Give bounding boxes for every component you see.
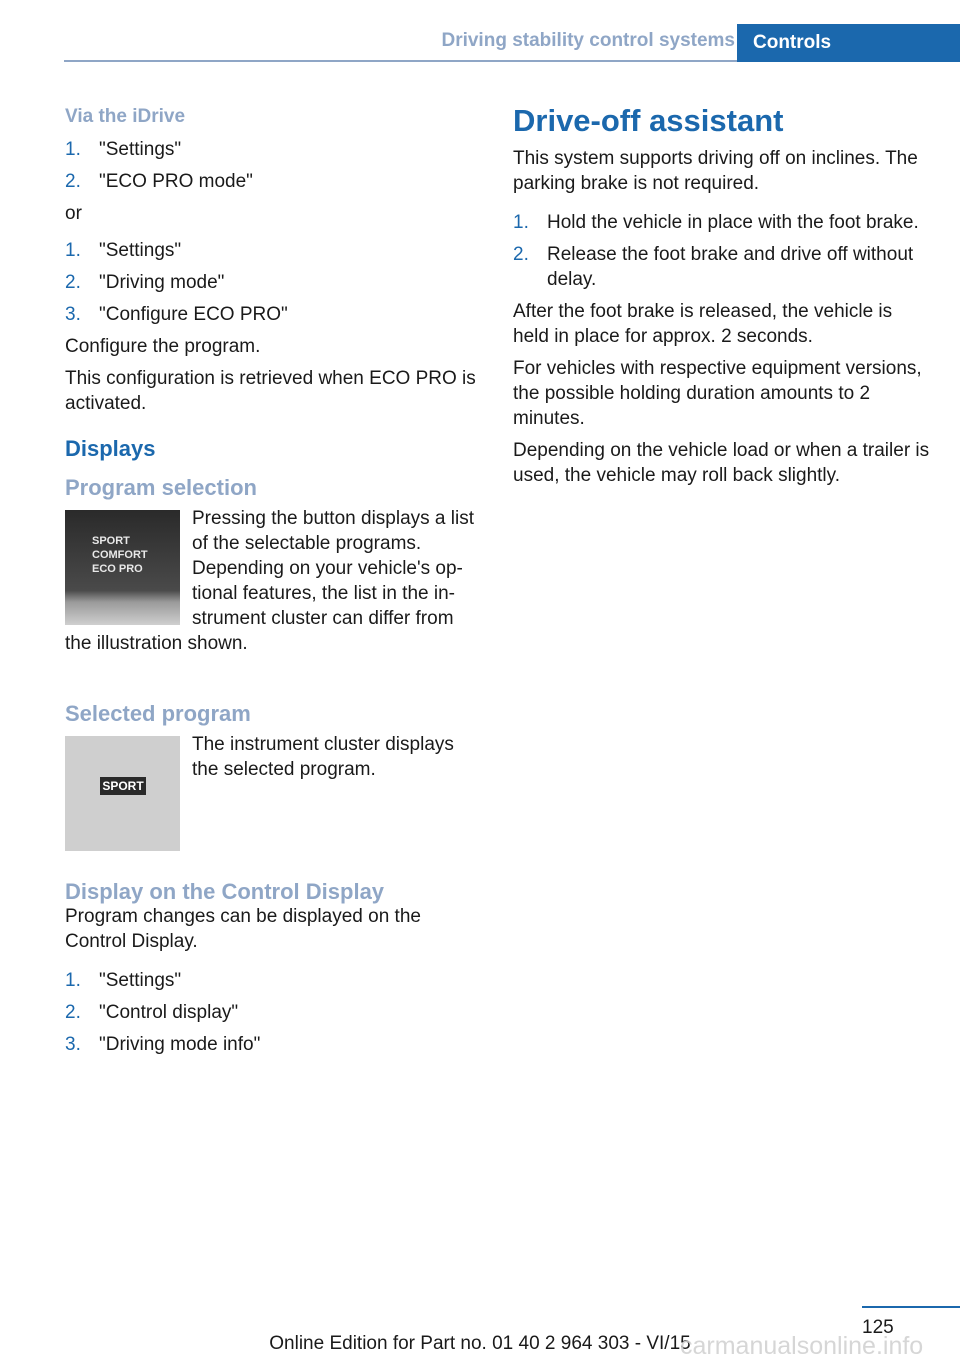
menu-item-eco-pro: ECO PRO <box>92 563 143 575</box>
control-display-list <box>65 968 483 1057</box>
watermark: carmanualsonline.info <box>680 1332 924 1360</box>
list-item <box>65 1032 483 1057</box>
release-text: After the foot brake is released, the vehicle is held in place for approx. 2 seconds. <box>513 301 893 347</box>
list-item <box>65 169 483 194</box>
list-number: 3. <box>65 1034 81 1055</box>
list-text: "Driving mode info" <box>99 1034 261 1055</box>
list-item <box>513 242 931 292</box>
drive-off-assistant-title: Drive-off assistant <box>513 103 784 138</box>
program-list-illustration <box>65 510 180 625</box>
list-text: "Configure ECO PRO" <box>99 304 288 325</box>
list-text: "Driving mode" <box>99 272 225 293</box>
list-item <box>65 1000 483 1025</box>
program-menu <box>92 534 148 576</box>
idrive-list-2 <box>65 238 483 327</box>
drive-off-steps <box>513 210 931 292</box>
list-number: 2. <box>65 1002 81 1023</box>
menu-item-sport: SPORT <box>92 535 130 547</box>
list-number: 1. <box>65 139 81 160</box>
or-text: or <box>65 203 82 224</box>
configure-text: Configure the program. <box>65 336 261 357</box>
control-display-text: Program changes can be displayed on the Control Display. <box>65 906 421 952</box>
program-selection-text: Pressing the button displays a list of the selectable programs. Depending on your vehicle's optional features, the list in the instrument cluster can differ from the illustration shown. <box>65 508 474 654</box>
intro-text: This system supports driving off on inclines. The parking brake is not required. <box>513 148 918 194</box>
page-number-rule <box>862 1306 960 1308</box>
left-column <box>65 104 483 1064</box>
header-divider <box>64 60 737 62</box>
selected-program-text: The instrument cluster displays the selected program. <box>192 734 454 780</box>
selected-program-heading: Selected program <box>65 701 251 726</box>
list-text: "Settings" <box>99 139 182 160</box>
list-text: "Settings" <box>99 240 182 261</box>
list-item <box>65 137 483 162</box>
list-text: "Settings" <box>99 970 182 991</box>
list-text: "Control display" <box>99 1002 239 1023</box>
retrieved-text: This configuration is retrieved when ECO PRO is activated. <box>65 368 476 414</box>
sport-badge: SPORT <box>100 777 146 795</box>
displays-heading: Displays <box>65 436 156 461</box>
list-item <box>65 302 483 327</box>
list-item <box>65 238 483 263</box>
list-item <box>513 210 931 235</box>
header-section-title: Driving stability control systems <box>441 30 735 51</box>
list-text: "ECO PRO mode" <box>99 171 253 192</box>
via-idrive-heading: Via the iDrive <box>65 106 186 127</box>
menu-item-comfort: COMFORT <box>92 549 148 561</box>
list-number: 2. <box>65 171 81 192</box>
list-number: 1. <box>65 970 81 991</box>
list-item <box>65 270 483 295</box>
list-number: 1. <box>513 212 529 233</box>
list-item <box>65 968 483 993</box>
trailer-text: Depending on the vehicle load or when a trailer is used, the vehicle may roll back slightly. <box>513 440 930 486</box>
idrive-list-1 <box>65 137 483 194</box>
control-display-heading: Display on the Control Display <box>65 879 385 904</box>
list-number: 2. <box>65 272 81 293</box>
selected-program-illustration <box>65 736 180 851</box>
right-column <box>513 104 931 495</box>
list-number: 2. <box>513 244 529 265</box>
list-text: Hold the vehicle in place with the foot brake. <box>547 212 919 233</box>
list-number: 3. <box>65 304 81 325</box>
list-number: 1. <box>65 240 81 261</box>
equipment-text: For vehicles with respective equipment versions, the possible holding duration amounts to 2 minutes. <box>513 358 922 429</box>
header-tab-controls: Controls <box>737 24 960 62</box>
list-text: Release the foot brake and drive off without delay. <box>547 244 914 290</box>
footer-edition: Online Edition for Part no. 01 40 2 964 303 - VI/15 <box>269 1333 691 1354</box>
program-selection-heading: Program selection <box>65 475 257 500</box>
page-number: 125 <box>862 1317 894 1338</box>
